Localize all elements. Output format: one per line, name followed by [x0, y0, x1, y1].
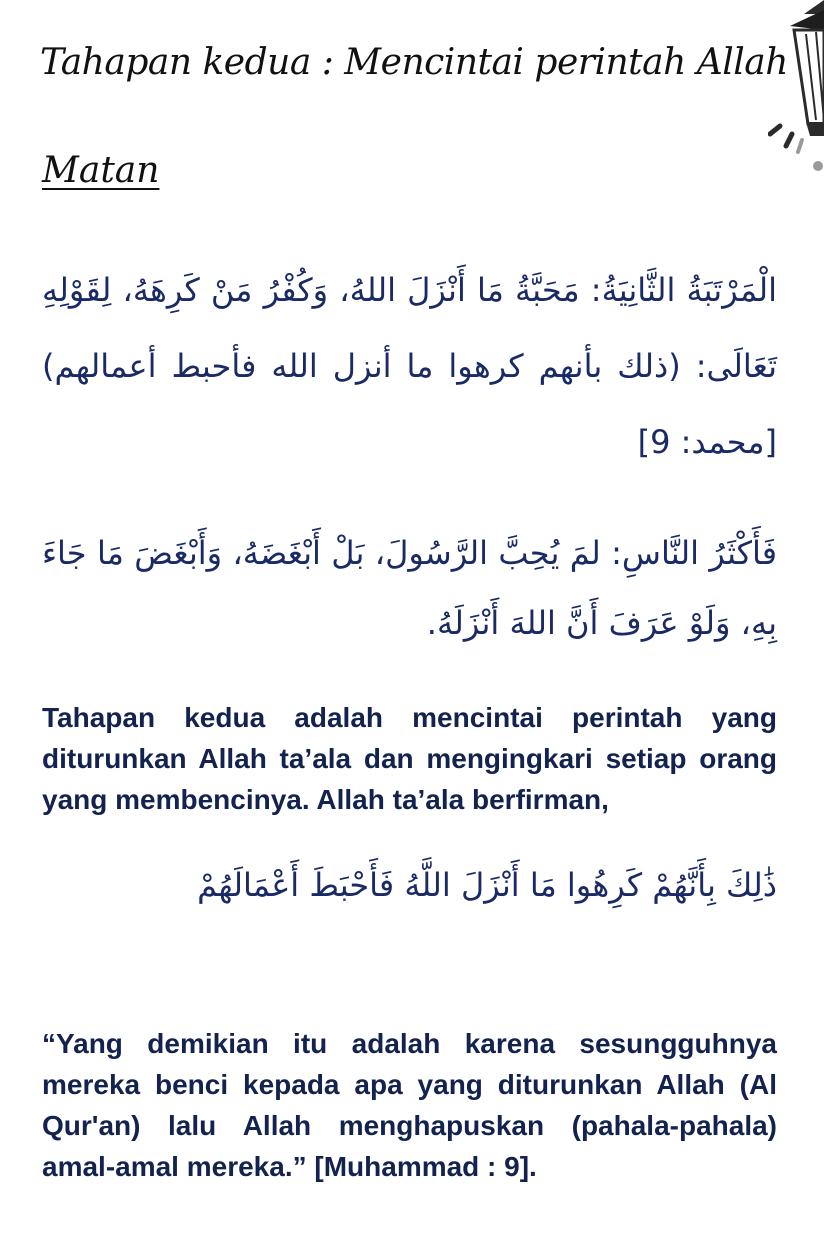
verse-translation: “Yang demikian itu adalah karena sesungguhnya mereka benci kepada apa yang diturunkan Allah (Al Qur'an) lalu Allah menghapuskan (pahala-pahala) amal-amal mereka.” [Muhammad : 9]. [42, 1028, 777, 1182]
lantern-icon [768, 0, 824, 180]
page-title: Tahapan kedua : Mencintai perintah Allah [40, 42, 788, 83]
section-heading-matan: Matan [42, 150, 160, 191]
matan-paragraph-2: فَأَكْثَرُ النَّاسِ: لمَ يُحِبَّ الرَّسُولَ، بَلْ أَبْغَضَهُ، وَأَبْغَضَ مَا جَاءَ بِهِ، وَلَوْ عَرَفَ أَنَّ اللهَ أَنْزَلَهُ. [42, 534, 777, 642]
quran-verse-arabic: ذَٰلِكَ بِأَنَّهُمْ كَرِهُوا مَا أَنْزَلَ اللَّهُ فَأَحْبَطَ أَعْمَالَهُمْ [197, 866, 777, 904]
explanation-paragraph: Tahapan kedua adalah mencintai perintah yang diturunkan Allah ta’ala dan mengingkari setiap orang yang membencinya. Allah ta’ala berfirman, [42, 702, 777, 815]
matan-paragraph-1: الْمَرْتَبَةُ الثَّانِيَةُ: مَحَبَّةُ مَا أَنْزَلَ اللهُ، وَكُفْرُ مَنْ كَرِهَهُ، لِقَوْلِهِ تَعَالَى: (ذلك بأنهم كرهوا ما أنزل الله فأحبط أعمالهم) [محمد: 9] [42, 271, 777, 461]
